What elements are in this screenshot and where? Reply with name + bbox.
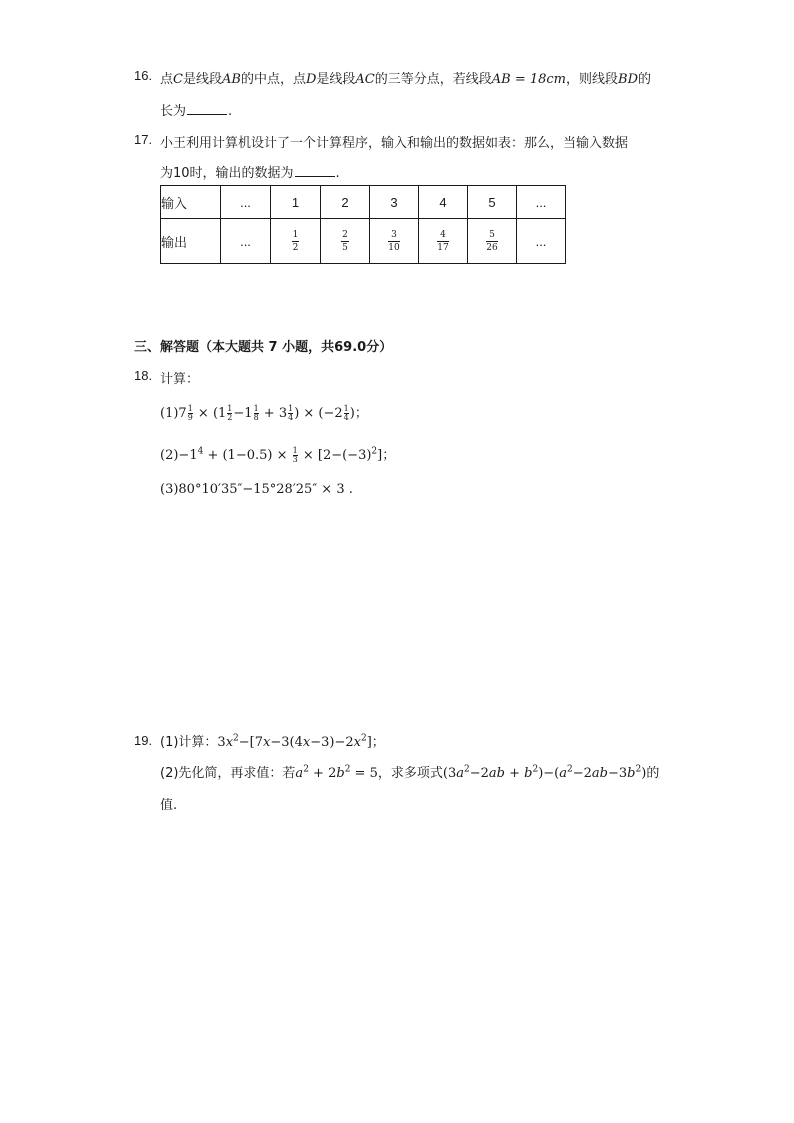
ellipsis: ...: [240, 233, 251, 249]
text: 分）: [366, 340, 393, 355]
text: (1)计算：: [160, 735, 218, 750]
table-cell: [419, 219, 468, 264]
io-table: [160, 185, 566, 264]
fraction: $\frac{1}{4}$: [343, 404, 349, 422]
fraction: [388, 230, 399, 253]
question-19-part-1: (1)计算：$3x^2-[7x-3(4x-3)-2x^2]$；: [160, 733, 385, 750]
table-cell: 5: [468, 186, 517, 219]
question-18-part-1: (1)7 $\frac{1}{9}$ × (1 $\frac{1}{2}$ −1 $\frac{1}{8}$ + 3 $\frac{1}{4}$ ) × (−2 $\frac{1}{4}$ )；: [160, 404, 368, 422]
text: 三、解答题（本大题共: [134, 340, 265, 355]
denominator: 26: [486, 242, 498, 253]
text: 是线段: [316, 72, 356, 87]
table-cell: ...: [221, 186, 271, 219]
numerator: 4: [437, 230, 448, 242]
text: .: [335, 166, 340, 181]
question-18-part-2: $(2)-1^4 + (1-0.5)$ × $\frac{1}{3}$ × $[2-(-3)^2]$；: [160, 446, 396, 464]
denominator: 17: [437, 242, 449, 253]
fraction: [486, 230, 497, 253]
total-score: 69.0: [334, 340, 367, 355]
question-19-part-2-line-2: 值.: [160, 798, 178, 813]
numerator: 3: [388, 230, 399, 242]
question-18-number: 18.: [134, 368, 153, 383]
text: 小题，共: [282, 340, 335, 355]
text: 点: [160, 72, 174, 87]
fraction: [341, 230, 349, 253]
ellipsis: ...: [535, 233, 547, 249]
question-16-line-2: [160, 100, 232, 119]
numerator: 2: [342, 229, 348, 240]
table-cell: [517, 219, 566, 264]
part-label: (1): [160, 406, 179, 421]
table-cell: [321, 219, 370, 264]
math-equation: AB = 18cm: [491, 72, 567, 87]
math-var: AC: [355, 72, 375, 87]
math-var: C: [173, 72, 183, 87]
table-cell: 4: [419, 186, 468, 219]
question-16-number: 16.: [134, 68, 153, 83]
fraction: $\frac{1}{9}$: [187, 404, 193, 422]
table-row-output: [161, 219, 566, 264]
text: 的: [646, 766, 660, 781]
denominator: 10: [388, 242, 400, 253]
text: ，则线段: [566, 72, 619, 87]
fraction: $\frac{1}{4}$: [288, 404, 294, 422]
part-label: (2): [160, 448, 179, 463]
denominator: 2: [292, 242, 299, 253]
fraction: $\frac{1}{8}$: [253, 404, 259, 422]
table-cell: 2: [321, 186, 370, 219]
fraction: $\frac{1}{2}$: [227, 404, 233, 422]
text: 的三等分点，若线段: [374, 72, 492, 87]
fraction: [437, 230, 448, 253]
question-19-part-2: (2)先化简，再求值：若$a^2 + 2b^2 = 5$，求多项式$(3a^2-2ab + b^2)-(a^2-2ab-3b^2)$的: [160, 764, 660, 781]
fraction: [292, 230, 300, 253]
math-var: D: [305, 72, 317, 87]
text: (2)先化简，再求值：若: [160, 766, 296, 781]
text: 长为: [160, 104, 187, 119]
math-var: AB: [221, 72, 241, 87]
question-18-part-3: (3)80°10′35″−15°28′25″ × 3 .: [160, 482, 353, 497]
text: 为10时，输出的数据为: [160, 166, 294, 181]
table-cell: [370, 219, 419, 264]
table-header-output: 输出: [161, 219, 221, 264]
table-header-input: 输入: [161, 186, 221, 219]
math-var: BD: [618, 72, 639, 87]
text: ，求多项式: [377, 766, 443, 781]
table-cell: 3: [370, 186, 419, 219]
text: 是线段: [182, 72, 222, 87]
text: 的: [638, 72, 652, 87]
answer-blank[interactable]: [187, 102, 227, 115]
numerator: 1: [292, 229, 299, 240]
table-cell: 1: [271, 186, 321, 219]
table-cell: ...: [517, 186, 566, 219]
question-count: 7: [268, 340, 278, 355]
table-cell: [271, 219, 321, 264]
question-17-number: 17.: [134, 132, 153, 147]
question-17-line-2: [160, 162, 340, 181]
question-16-line-1: [160, 68, 651, 87]
question-19-number: 19.: [134, 733, 153, 748]
question-18-label: 计算：: [160, 372, 200, 387]
text: .: [228, 104, 233, 119]
table-row-input: [161, 186, 566, 219]
table-cell: [468, 219, 517, 264]
section-3-title: [134, 336, 392, 355]
answer-blank[interactable]: [295, 164, 335, 177]
denominator: 5: [342, 242, 348, 253]
text: 的中点，点: [240, 72, 306, 87]
numerator: 5: [486, 230, 497, 242]
table-cell: [221, 219, 271, 264]
fraction: $\frac{1}{3}$: [292, 446, 298, 464]
question-17-line-1: 小王利用计算机设计了一个计算程序，输入和输出的数据如表：那么，当输入数据: [160, 136, 629, 151]
